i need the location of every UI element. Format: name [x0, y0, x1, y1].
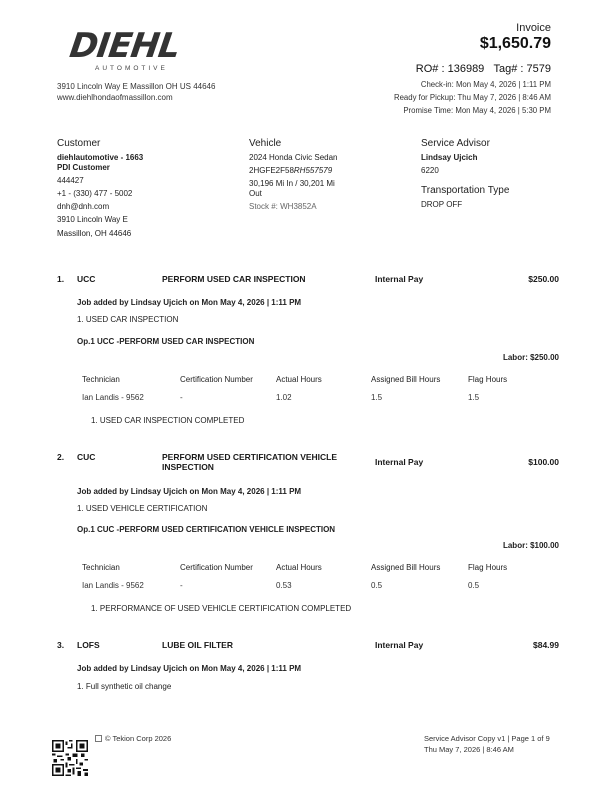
customer-heading: Customer — [57, 138, 101, 149]
customer-city: Massillon, OH 44646 — [57, 229, 132, 238]
cell-certification: - — [180, 393, 183, 402]
ready-time: Ready for Pickup: Thu May 7, 2026 | 8:46 AM — [393, 93, 551, 102]
job-amount: $250.00 — [528, 274, 559, 284]
job-title: PERFORM USED CERTIFICATION VEHICLE — [162, 452, 338, 462]
customer-id: 444427 — [57, 176, 84, 185]
job-code: UCC — [77, 274, 96, 284]
tag-label: Tag# — [493, 63, 518, 75]
job-labor: Labor: $100.00 — [502, 541, 559, 550]
job-number: 3. — [57, 640, 65, 650]
cell-actual-hours: 0.53 — [276, 581, 292, 590]
customer-type: PDI Customer — [57, 163, 110, 172]
customer-phone: +1 - (330) 477 - 5002 — [57, 189, 133, 198]
col-flag-hours: Flag Hours — [468, 375, 508, 384]
job-description: 1. USED CAR INSPECTION — [77, 315, 179, 324]
vin-suffix: RH557579 — [293, 166, 333, 175]
job-pay-type: Internal Pay — [375, 640, 424, 650]
copyright-text: © Tekion Corp 2026 — [105, 734, 172, 743]
qr-code-icon — [52, 740, 88, 776]
cell-certification: - — [180, 581, 183, 590]
job-number: 1. — [57, 274, 65, 284]
job-added-by: Job added by Lindsay Ujcich on Mon May 4, 2026 | 1:11 PM — [77, 487, 302, 496]
footer-timestamp: Thu May 7, 2026 | 8:46 AM — [424, 745, 514, 754]
col-assigned-hours: Assigned Bill Hours — [371, 563, 441, 572]
job-amount: $84.99 — [533, 640, 559, 650]
footer-copy-info: Service Advisor Copy v1 | Page 1 of 9 — [424, 734, 550, 743]
cell-assigned-hours: 1.5 — [371, 393, 383, 402]
job-description: 1. USED VEHICLE CERTIFICATION — [77, 504, 208, 513]
tekion-logo-icon — [95, 735, 102, 742]
job-pay-type: Internal Pay — [375, 457, 424, 467]
job-operation — [77, 337, 254, 346]
cell-flag-hours: 0.5 — [468, 581, 480, 590]
col-certification: Certification Number — [180, 375, 253, 384]
col-certification: Certification Number — [180, 563, 253, 572]
col-technician: Technician — [82, 563, 120, 572]
job-completion: 1. USED CAR INSPECTION COMPLETED — [91, 416, 245, 425]
job-number: 2. — [57, 452, 65, 462]
company-website[interactable]: www.diehlhondaofmassillon.com — [57, 93, 173, 102]
col-assigned-hours: Assigned Bill Hours — [371, 375, 441, 384]
company-address: 3910 Lincoln Way E Massillon OH US 44646 — [57, 82, 216, 91]
job-added-by: Job added by Lindsay Ujcich on Mon May 4, 2026 | 1:11 PM — [77, 298, 302, 307]
op-label: Op.1 CUC -PERFORM USED CERTIFICATION VEHICLE INSPECTION — [77, 525, 336, 534]
tag-number: 7579 — [526, 63, 551, 75]
col-actual-hours: Actual Hours — [276, 563, 322, 572]
job-completion: 1. PERFORMANCE OF USED VEHICLE CERTIFICATION COMPLETED — [91, 604, 352, 613]
cell-flag-hours: 1.5 — [468, 393, 480, 402]
job-title-line2: INSPECTION — [162, 462, 214, 472]
job-code: LOFS — [77, 640, 100, 650]
cell-actual-hours: 1.02 — [276, 393, 292, 402]
job-description: 1. Full synthetic oil change — [77, 682, 172, 691]
col-actual-hours: Actual Hours — [276, 375, 322, 384]
advisor-id: 6220 — [421, 166, 439, 175]
invoice-total: $1,650.79 — [479, 35, 551, 52]
cell-assigned-hours: 0.5 — [371, 581, 383, 590]
vehicle-stock: Stock #: WH3852A — [249, 202, 317, 211]
transport-type: DROP OFF — [421, 200, 463, 209]
ro-label: RO# — [415, 63, 439, 75]
company-logo: DIEHL — [67, 26, 183, 66]
job-title: PERFORM USED CAR INSPECTION — [162, 274, 306, 284]
vehicle-mileage-out: Out — [249, 189, 262, 198]
job-pay-type: Internal Pay — [375, 274, 424, 284]
vehicle-vin — [249, 166, 332, 175]
job-labor: Labor: $250.00 — [502, 353, 559, 362]
advisor-heading: Service Advisor — [421, 138, 490, 149]
customer-name: diehlautomotive - 1663 — [57, 153, 144, 162]
checkin-time: Check-in: Mon May 4, 2026 | 1:11 PM — [420, 80, 551, 89]
promise-time: Promise Time: Mon May 4, 2026 | 5:30 PM — [403, 106, 551, 115]
job-added-by: Job added by Lindsay Ujcich on Mon May 4, 2026 | 1:11 PM — [77, 664, 302, 673]
customer-street: 3910 Lincoln Way E — [57, 215, 128, 224]
customer-email[interactable]: dnh@dnh.com — [57, 202, 110, 211]
job-title: LUBE OIL FILTER — [162, 640, 233, 650]
col-technician: Technician — [82, 375, 120, 384]
vehicle-mileage: 30,196 Mi In / 30,201 Mi — [249, 179, 335, 188]
cell-technician: Ian Landis - 9562 — [82, 393, 144, 402]
col-flag-hours: Flag Hours — [468, 563, 508, 572]
vin-prefix: 2HGFE2F58 — [249, 166, 294, 175]
ro-number: 136989 — [447, 63, 485, 75]
footer-copyright — [95, 734, 171, 743]
transport-heading: Transportation Type — [421, 185, 510, 196]
job-code: CUC — [77, 452, 96, 462]
cell-technician: Ian Landis - 9562 — [82, 581, 144, 590]
company-logo-subtitle: AUTOMOTIVE — [95, 65, 168, 72]
job-amount: $100.00 — [528, 457, 559, 467]
invoice-label: Invoice — [516, 22, 551, 34]
advisor-name: Lindsay Ujcich — [421, 153, 478, 162]
vehicle-heading: Vehicle — [249, 138, 282, 149]
vehicle-model: 2024 Honda Civic Sedan — [249, 153, 338, 162]
job-operation — [77, 525, 335, 534]
op-label: Op.1 UCC -PERFORM USED CAR INSPECTION — [77, 337, 255, 346]
ro-tag-line: RO# : 136989 Tag# : 7579 — [415, 63, 551, 75]
